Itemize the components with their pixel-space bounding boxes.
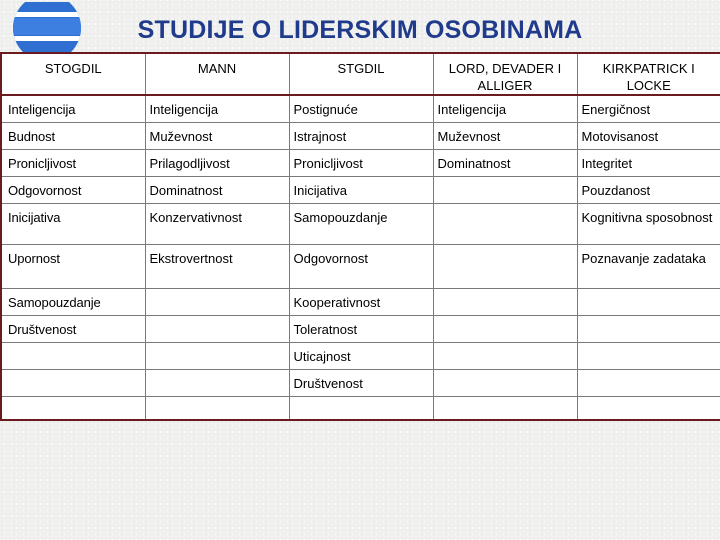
table-header-row bbox=[1, 53, 720, 95]
table-cell bbox=[577, 315, 720, 342]
table-cell: Motovisanost bbox=[577, 122, 720, 149]
table-row bbox=[1, 315, 720, 342]
table-cell bbox=[433, 288, 577, 315]
table-row bbox=[1, 244, 720, 288]
table-row bbox=[1, 149, 720, 176]
table-cell bbox=[433, 396, 577, 420]
table-cell bbox=[1, 396, 145, 420]
table-cell bbox=[289, 396, 433, 420]
table-cell bbox=[145, 288, 289, 315]
table-cell bbox=[145, 369, 289, 396]
table-cell: Inicijativa bbox=[1, 203, 145, 244]
table-cell bbox=[145, 315, 289, 342]
table-cell bbox=[433, 369, 577, 396]
table-cell: Toleratnost bbox=[289, 315, 433, 342]
table-cell: Muževnost bbox=[145, 122, 289, 149]
table-cell: Integritet bbox=[577, 149, 720, 176]
table-cell bbox=[577, 288, 720, 315]
table-cell: Postignuće bbox=[289, 95, 433, 122]
table-cell: Samopouzdanje bbox=[1, 288, 145, 315]
table-cell bbox=[1, 342, 145, 369]
table-cell bbox=[433, 342, 577, 369]
table-row bbox=[1, 203, 720, 244]
table-cell: Kognitivna sposobnost bbox=[577, 203, 720, 244]
table-cell: Inteligencija bbox=[433, 95, 577, 122]
table-cell: Istrajnost bbox=[289, 122, 433, 149]
column-header: STGDIL bbox=[289, 53, 433, 95]
table-row bbox=[1, 342, 720, 369]
table-cell: Društvenost bbox=[289, 369, 433, 396]
table-cell: Dominatnost bbox=[145, 176, 289, 203]
table-cell bbox=[145, 342, 289, 369]
table-cell: Kooperativnost bbox=[289, 288, 433, 315]
table-row bbox=[1, 288, 720, 315]
table-cell bbox=[577, 396, 720, 420]
column-header: STOGDIL bbox=[1, 53, 145, 95]
table-cell: Samopouzdanje bbox=[289, 203, 433, 244]
table-cell: Dominatnost bbox=[433, 149, 577, 176]
table-cell: Inteligencija bbox=[145, 95, 289, 122]
table-cell: Pouzdanost bbox=[577, 176, 720, 203]
table-row bbox=[1, 176, 720, 203]
table-row bbox=[1, 95, 720, 122]
table-cell bbox=[433, 244, 577, 288]
table-cell: Uticajnost bbox=[289, 342, 433, 369]
table-cell: Energičnost bbox=[577, 95, 720, 122]
page-title: STUDIJE O LIDERSKIM OSOBINAMA bbox=[137, 16, 583, 44]
table-cell: Budnost bbox=[1, 122, 145, 149]
table-cell: Odgovornost bbox=[1, 176, 145, 203]
table-cell bbox=[433, 315, 577, 342]
table-cell bbox=[433, 203, 577, 244]
table-cell: Ekstrovertnost bbox=[145, 244, 289, 288]
table-row bbox=[1, 122, 720, 149]
table-cell bbox=[1, 369, 145, 396]
table-cell: Prilagodljivost bbox=[145, 149, 289, 176]
column-header: KIRKPATRICK I LOCKE bbox=[577, 53, 720, 95]
table-cell bbox=[433, 176, 577, 203]
table-cell: Društvenost bbox=[1, 315, 145, 342]
table-row bbox=[1, 396, 720, 420]
table-cell: Odgovornost bbox=[289, 244, 433, 288]
traits-table bbox=[0, 52, 720, 421]
table-cell: Upornost bbox=[1, 244, 145, 288]
table-row bbox=[1, 369, 720, 396]
table-cell: Inteligencija bbox=[1, 95, 145, 122]
table-cell: Poznavanje zadataka bbox=[577, 244, 720, 288]
table-cell: Muževnost bbox=[433, 122, 577, 149]
column-header: LORD, DEVADER I ALLIGER bbox=[433, 53, 577, 95]
column-header: MANN bbox=[145, 53, 289, 95]
table-cell bbox=[577, 342, 720, 369]
table-cell: Inicijativa bbox=[289, 176, 433, 203]
table-cell: Konzervativnost bbox=[145, 203, 289, 244]
table-cell bbox=[145, 396, 289, 420]
table-cell bbox=[577, 369, 720, 396]
table-cell: Pronicljivost bbox=[1, 149, 145, 176]
table-cell: Pronicljivost bbox=[289, 149, 433, 176]
